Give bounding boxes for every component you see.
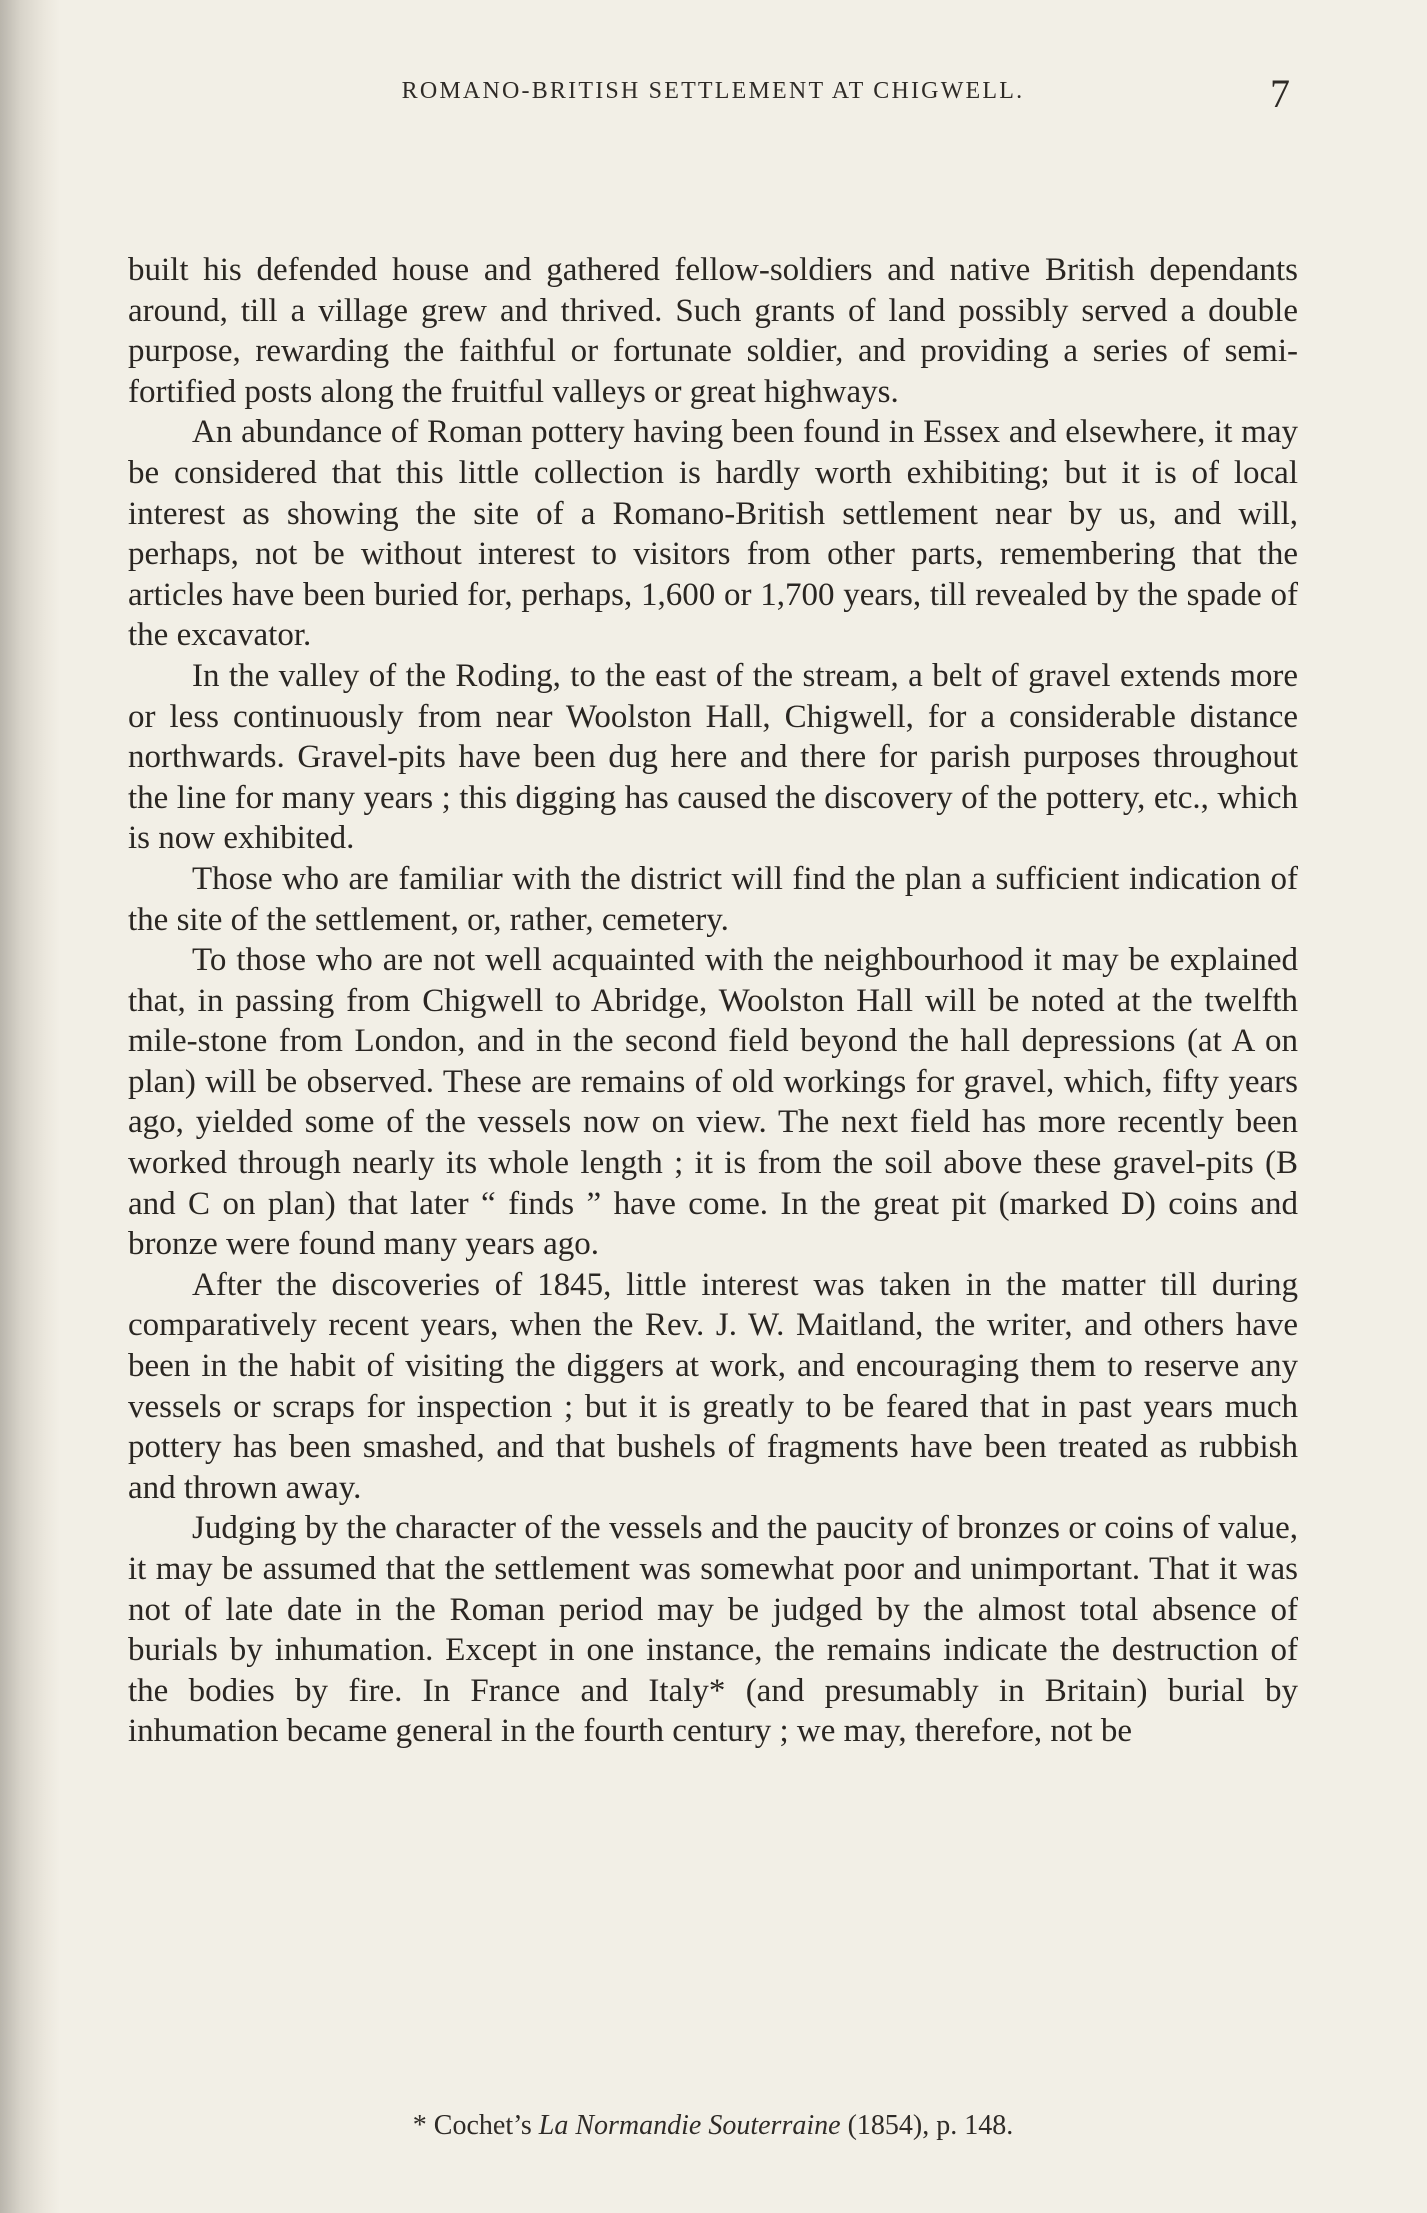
binding-gutter-shadow <box>0 0 60 2213</box>
paragraph-4: Those who are familiar with the district will find the plan a sufficient indication of the site of the settlement, or, rather, cemetery. <box>128 860 1298 938</box>
paragraph-6: After the discoveries of 1845, little interest was taken in the matter till during comparatively recent years, when the Rev. J. W. Maitland, the writer, and others have been in the habit of visiting the diggers at work, and encouraging them to reserve any vessels or scraps for inspection ; but it is greatly to be feared that in past years much pottery has been smashed, and that bushels of fragments have been treated as rubbish and thrown away. <box>128 1266 1298 1506</box>
footnote-title: La Normandie Souterraine <box>538 2110 841 2141</box>
page-number: 7 <box>1270 71 1290 116</box>
running-title: ROMANO-BRITISH SETTLEMENT AT CHIGWELL. <box>401 78 1025 104</box>
running-head <box>128 70 1298 132</box>
paragraph-5: To those who are not well acquainted with the neighbourhood it may be explained that, in passing from Chigwell to Abridge, Woolston Hall will be noted at the twelfth mile-stone from London, and in the second field beyond the hall depressions (at A on plan) will be observed. These are remains of old workings for gravel, which, fifty years ago, yielded some of the vessels now on view. The next field has more recently been worked through nearly its whole length ; it is from the soil above these gravel-pits (B and C on plan) that later “ finds ” have come. In the great pit (marked D) coins and bronze were found many years ago. <box>128 942 1298 1263</box>
paragraph-3: In the valley of the Roding, to the east of the stream, a belt of gravel extends more or less continuously from near Woolston Hall, Chigwell, for a considerable distance northwards. Gravel-pits have been dug here and there for parish purposes throughout the line for many years ; this digging has caused the discovery of the pottery, etc., which is now exhibited. <box>128 657 1298 857</box>
book-page <box>128 70 1298 2170</box>
footnote-prefix: * Cochet’s <box>412 2110 539 2141</box>
body-text <box>128 250 1298 1752</box>
paragraph-2: An abundance of Roman pottery having been found in Essex and elsewhere, it may be considered that this little collection is hardly worth exhibiting; but it is of local interest as showing the site of a Romano-British settlement near by us, and will, perhaps, not be without interest to visitors from other parts, remembering that the articles have been buried for, perhaps, 1,600 or 1,700 years, till revealed by the spade of the excavator. <box>128 414 1298 654</box>
footnote-suffix: (1854), p. 148. <box>840 2110 1014 2141</box>
paragraph-7: Judging by the character of the vessels and the paucity of bronzes or coins of value, it may be assumed that the settlement was somewhat poor and unimportant. That it was not of late date in the Roman period may be judged by the almost total absence of burials by inhumation. Except in one instance, the remains indicate the destruction of the bodies by fire. In France and Italy* (and presumably in Britain) burial by inhumation became general in the fourth century ; we may, therefore, not be <box>128 1510 1298 1750</box>
footnote <box>128 2110 1298 2142</box>
paragraph-1: built his defended house and gathered fellow-soldiers and native British dependants around, till a village grew and thrived. Such grants of land possibly served a double purpose, rewarding the faithful or fortunate soldier, and providing a series of semi-fortified posts along the fruitful valleys or great highways. <box>128 252 1298 410</box>
